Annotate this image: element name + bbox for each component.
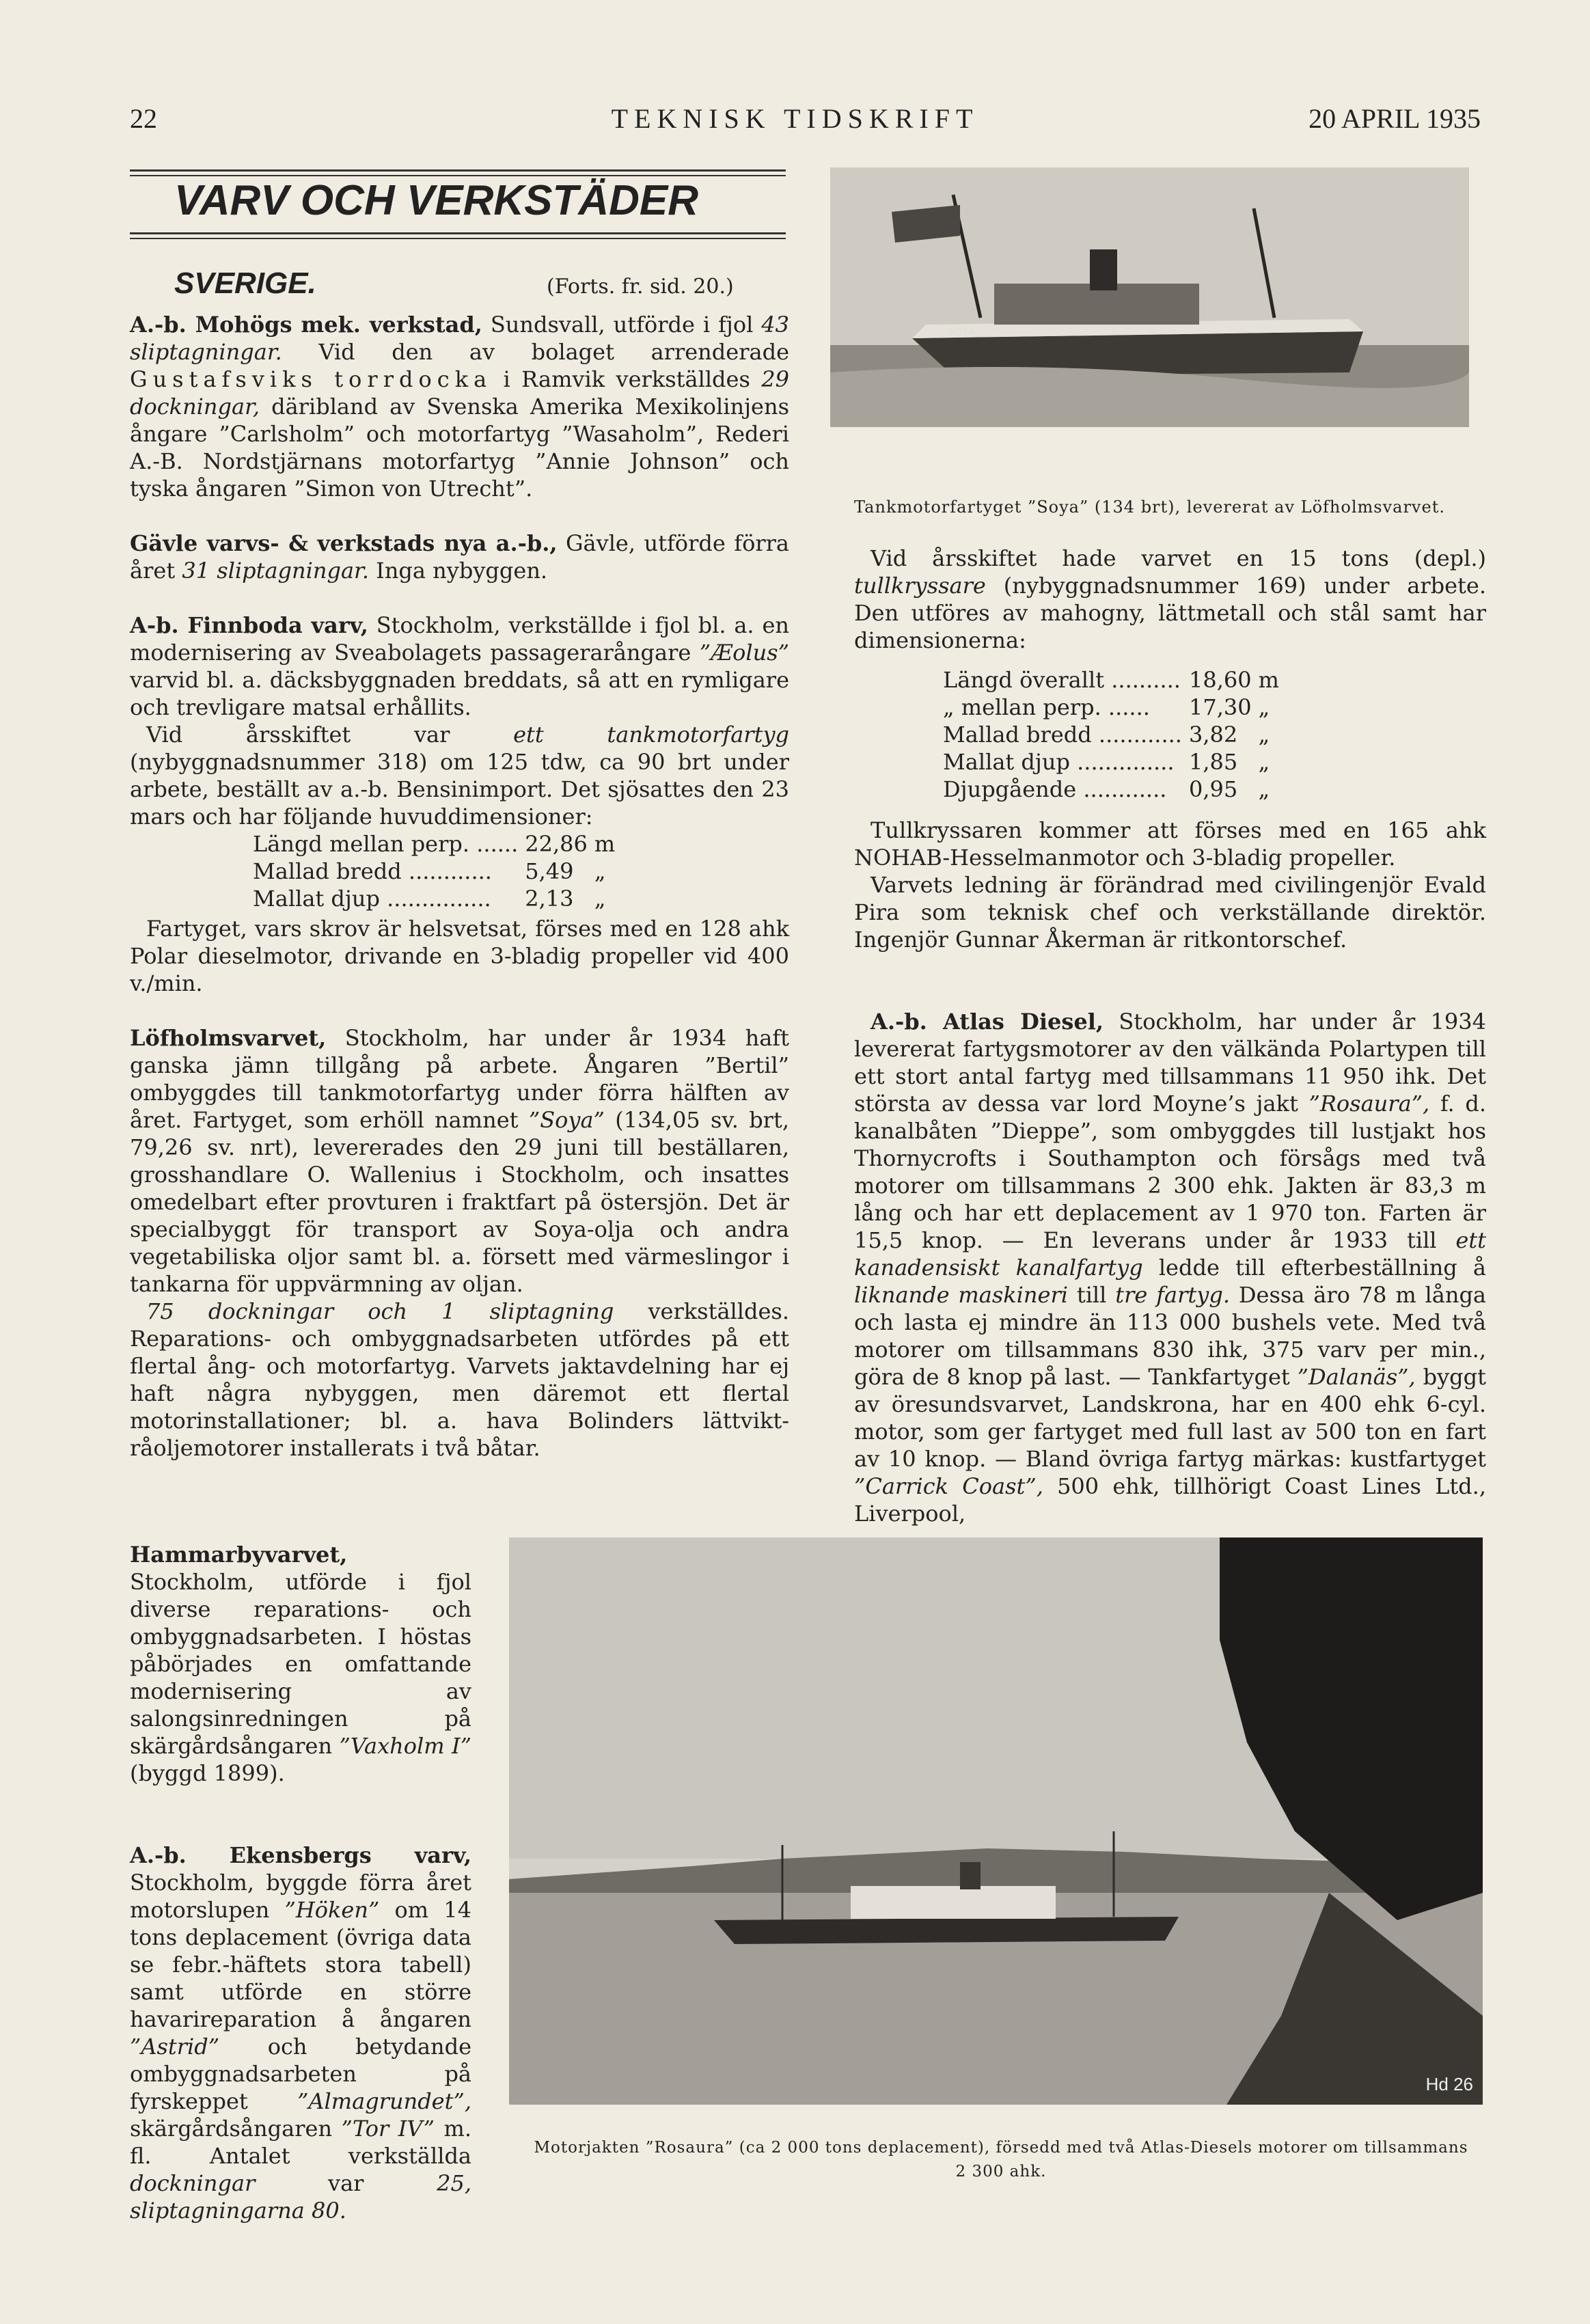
company-name: Hammarbyvarvet,: [130, 1542, 348, 1568]
text: Inga nybyggen.: [369, 558, 548, 584]
text: varvid bl. a. däcksbyggnaden breddats, så att en rymligare och trevligare matsal erhållits.: [130, 667, 789, 720]
emphasis: ”Tor IV”: [341, 2116, 435, 2142]
ekensbergs-paragraph: [130, 1842, 471, 2224]
text: Stockholm, har under år 1934 haft ganska jämn tillgång på arbete. Ångaren ”Bertil” ombyggdes till tankmotorfartyg under förra hälften av året. Fartyget, som erhöll namnet: [130, 1025, 789, 1133]
emphasis: liknande maskineri: [854, 1282, 1068, 1308]
dim-label: [253, 858, 525, 885]
text: Stockholm, byggde förra året motorslupen: [130, 1870, 471, 1923]
right-column: [854, 545, 1486, 1555]
finnboda-paragraph: [130, 612, 789, 721]
text: Gävle, utförde förra året: [130, 530, 790, 584]
emphasis: ”Carrick Coast”,: [854, 1473, 1043, 1499]
text: var: [255, 2170, 437, 2196]
text: verkställdes. Reparations- och ombyggnadsarbeten utfördes på ett flertal ång- och motorfartyg. Varvets jaktavdelning har ej haft några nybyggen, men däremot ett flertal motorinstallationer; bl. a. hava Bolinders lättvikt-råoljemotorer installerats i två båtar.: [130, 1298, 789, 1461]
yacht-illustration: [509, 1537, 1483, 2105]
finnboda-paragraph-2: [130, 721, 789, 830]
section-rule-bottom-2: [130, 238, 786, 239]
text: om 14 tons deplacement (övriga data se febr.-häftets stora tabell) samt utförde en större havarireparation å ångaren: [130, 1897, 471, 2032]
emphasis: ett tankmotorfartyg: [513, 722, 790, 748]
dim-label-text: „ mellan perp.: [943, 694, 1101, 720]
atlas-paragraph: [854, 1008, 1486, 1527]
tullkryssare-paragraph: [854, 545, 1486, 654]
text: (nybyggnadsnummer 169) under arbete. Den utföres av mahogny, lättmetall och stål samt har dimensionerna:: [854, 573, 1486, 653]
emphasis: 25, sliptagningarna 80.: [130, 2170, 471, 2224]
text: däribland av Svenska Amerika Mexikolinjens ångare ”Carlsholm” och motorfartyg ”Wasaholm”, Rederi A.-B. Nordstjärnans motorfartyg ”Annie Johnson” och tyska ångaren ”Simon von Utrecht”.: [130, 394, 789, 502]
journal-title: TEKNISK TIDSKRIFT: [611, 103, 979, 134]
text: Sundsvall, utförde i fjol: [482, 312, 762, 338]
text: (nybyggnadsnummer 318) om 125 tdw, ca 90 brt under arbete, beställt av a.-b. Bensinimport. Det sjösattes den 23 mars och har följande huvuddimensioner:: [130, 749, 789, 830]
dim-leader: ......: [469, 831, 519, 857]
text: 500 ehk, tillhörigt Coast Lines Ltd., Liverpool,: [854, 1473, 1487, 1527]
emphasis: ”Æolus”: [699, 640, 789, 666]
emphasis: 75 dockningar och 1 sliptagning: [146, 1298, 614, 1324]
dim-value: 5,49: [525, 858, 574, 884]
section-rule-bottom: [130, 232, 786, 234]
tullkryssare-paragraph-2: Tullkryssaren kommer att förses med en 165 ahk NOHAB-Hesselmanmotor och 3-bladig propeller.: [854, 817, 1486, 871]
emphasis: dockningar: [130, 2170, 256, 2196]
text: ledde till efterbeställning å: [1142, 1255, 1487, 1281]
text: skärgårdsångaren: [130, 2116, 342, 2142]
emphasis: tre fartyg.: [1115, 1282, 1231, 1308]
emphasis: 31 sliptagningar.: [182, 558, 369, 584]
text: Stockholm, utförde i fjol diverse reparations- och ombyggnadsarbeten. I höstas påbörjades en omfattande modernisering av salongsinredningen på skärgårdsångaren: [130, 1569, 471, 1759]
section-title: VARV OCH VERKSTÄDER: [174, 177, 699, 224]
text: Vid årsskiftet var: [146, 722, 514, 748]
dim-label: [253, 830, 525, 858]
tullkryssare-paragraph-3: Varvets ledning är förändrad med civilingenjör Evald Pira som teknisk chef och verkställande direktör. Ingenjör Gunnar Åkerman är ritkontorschef.: [854, 872, 1486, 953]
text: (134,05 sv. brt, 79,26 sv. nrt), levererades den 29 juni till beställaren, grosshandlare O. Wallenius i Stockholm, och insattes omedelbart efter provturen i fraktfart på östersjön. Det är specialbyggt för transport av Soya-olja och andra vegetabiliska oljor samt bl. a. försett med värmeslingor i tankarna för uppvärmning av oljan.: [130, 1107, 790, 1297]
dim-value: 18,60: [1188, 667, 1252, 693]
dim-label-text: Djupgående: [943, 776, 1077, 802]
dimension-row: [253, 830, 622, 858]
section-rule-top: [130, 169, 786, 172]
gavle-paragraph: [130, 530, 789, 584]
finnboda-dimensions-table: [253, 830, 622, 912]
company-name: A.-b. Ekensbergs varv,: [130, 1842, 471, 1868]
dim-leader: ............: [1091, 722, 1182, 748]
text: byggt av öresundsvarvet, Landskrona, har en 400 ehk 6-cyl. motor, som ger fartyget med full last av 500 ton en fart av 10 knop. — Bland övriga fartyg märkas: kustfartyget: [854, 1364, 1487, 1472]
dim-label: [943, 776, 1189, 803]
text: f. d. kanalbåten ”Dieppe”, som ombyggdes till lustjakt hos Thornycrofts i Southampton och försågs med två motorer om tillsammans 2 300 ehk. Jakten är 83,3 m lång och har ett deplacement av 1 970 ton. Farten är 15,5 knop. — En leverans under år 1933 till: [854, 1091, 1487, 1253]
text: Vid den av bolaget arrenderade: [282, 339, 789, 365]
dimension-row: [943, 694, 1286, 721]
spaced-text: Gustafsviks torrdocka: [130, 366, 493, 392]
company-name: A.-b. Mohögs mek. verkstad,: [130, 312, 482, 338]
dim-label-text: Längd överallt: [943, 667, 1105, 693]
dimension-row: [943, 748, 1286, 776]
finnboda-paragraph-3: Fartyget, vars skrov är helsvetsat, förses med en 128 ahk Polar dieselmotor, drivande en 3-bladig propeller vid 400 v./min.: [130, 916, 789, 996]
dimension-row: [253, 858, 622, 885]
photo-rosaura-caption-line1: Motorjakten ”Rosaura” (ca 2 000 tons deplacement), försedd med två Atlas-Diesels motorer om tillsammans: [534, 2139, 1468, 2157]
hammarby-paragraph: [130, 1541, 471, 1787]
dimension-row: [943, 721, 1286, 748]
dim-unit: „: [1258, 776, 1270, 802]
dimension-row: [253, 885, 622, 912]
company-name: Löfholmsvarvet,: [130, 1025, 327, 1051]
dim-label-text: Mallad bredd: [253, 858, 402, 884]
dim-label-text: Mallat djup: [253, 886, 380, 912]
dim-unit: „: [594, 858, 606, 884]
hull-name: SOYA: [946, 327, 976, 338]
dimension-row: [943, 666, 1286, 694]
emphasis: ”Astrid”: [130, 2034, 220, 2060]
dim-value: 17,30: [1188, 694, 1252, 720]
text: Stockholm, verkställde i fjol bl. a. en modernisering av Sveabolagets passagerarångare: [130, 612, 790, 666]
country-heading: SVERIGE.: [174, 266, 316, 300]
dim-label: [943, 748, 1189, 776]
photo-rosaura: [509, 1537, 1483, 2105]
dim-value: 0,95: [1188, 776, 1238, 802]
issue-date: 20 APRIL 1935: [1308, 103, 1481, 134]
left-narrow-column: [130, 1541, 471, 2252]
emphasis: ”Vaxholm I”: [339, 1733, 471, 1759]
dim-leader: ..........: [1104, 667, 1181, 693]
dim-value: 22,86: [525, 831, 588, 857]
company-name: A.-b. Atlas Diesel,: [871, 1009, 1104, 1035]
dim-label: [253, 885, 525, 912]
emphasis: 43 sliptagningar.: [130, 312, 790, 365]
tullkryssare-dimensions-table: [943, 666, 1286, 803]
text: m. fl. Antalet verkställda: [130, 2116, 472, 2169]
dim-leader: ............: [401, 858, 492, 884]
lofholms-paragraph-2: [130, 1298, 789, 1462]
left-column: [130, 311, 789, 1489]
photo-label: Hd 26: [1425, 2074, 1473, 2094]
text: (byggd 1899).: [130, 1760, 285, 1786]
emphasis: ”Dalanäs”,: [1297, 1364, 1416, 1390]
dim-label-text: Mallat djup: [943, 749, 1070, 775]
mohogs-paragraph: [130, 311, 789, 502]
page-number: 22: [130, 103, 157, 134]
dim-label-text: Längd mellan perp.: [253, 831, 470, 857]
dim-unit: „: [1258, 722, 1270, 748]
dim-label: [943, 721, 1189, 748]
text: Vid årsskiftet hade varvet en 15 tons (depl.): [871, 545, 1486, 571]
dim-label-text: Mallad bredd: [943, 722, 1092, 748]
dim-value: 2,13: [525, 886, 574, 912]
emphasis: tullkryssare: [854, 573, 986, 599]
emphasis: ”Almagrundet”,: [297, 2088, 471, 2114]
text: Dessa äro 78 m långa och lasta ej mindre än 113 000 bushels vete. Med två motorer om tillsammans 830 ihk, 375 varv per min., göra de 8 knop på last. — Tankfartyget: [854, 1282, 1487, 1390]
dim-unit: m: [594, 831, 616, 857]
dim-value: 1,85: [1188, 749, 1238, 775]
text: till: [1067, 1282, 1116, 1308]
company-name: Gävle varvs- & verkstads nya a.-b.,: [130, 530, 558, 556]
dim-label: [943, 666, 1189, 694]
dimension-row: [943, 776, 1286, 803]
dim-value: 3,82: [1188, 722, 1238, 748]
dim-unit: „: [594, 886, 606, 912]
continued-note: (Forts. fr. sid. 20.): [547, 275, 734, 299]
dim-unit: „: [1258, 749, 1270, 775]
photo-soya: [830, 167, 1469, 427]
emphasis: ”Soya”: [528, 1107, 605, 1133]
company-name: A-b. Finnboda varv,: [130, 612, 368, 638]
dim-label: [943, 694, 1189, 721]
ship-illustration: [830, 167, 1469, 427]
emphasis: ”Höken”: [284, 1897, 380, 1923]
dim-unit: m: [1258, 667, 1279, 693]
photo-rosaura-caption-line2: 2 300 ahk.: [955, 2163, 1047, 2181]
dim-leader: ...............: [379, 886, 491, 912]
dim-leader: ......: [1101, 694, 1150, 720]
emphasis: ett kanadensiskt kanalfartyg: [854, 1227, 1486, 1281]
emphasis: 29 dockningar,: [130, 366, 790, 420]
photo-soya-caption: Tankmotorfartyget ”Soya” (134 brt), levererat av Löfholmsvarvet.: [854, 497, 1445, 517]
dim-leader: ............: [1076, 776, 1167, 802]
dim-leader: ..............: [1069, 749, 1175, 775]
emphasis: ”Rosaura”,: [1308, 1091, 1430, 1117]
text: och betydande ombyggnadsarbeten på fyrskeppet: [130, 2034, 471, 2114]
dim-unit: „: [1258, 694, 1270, 720]
lofholms-paragraph: [130, 1024, 789, 1298]
text: Stockholm, har under år 1934 levererat fartygsmotorer av den välkända Polartypen till ett stort antal fartyg med tillsammans 11 950 ihk. Det största av dessa var lord Moyne’s jakt: [854, 1009, 1487, 1117]
text: i Ramvik verkställdes: [492, 366, 762, 392]
